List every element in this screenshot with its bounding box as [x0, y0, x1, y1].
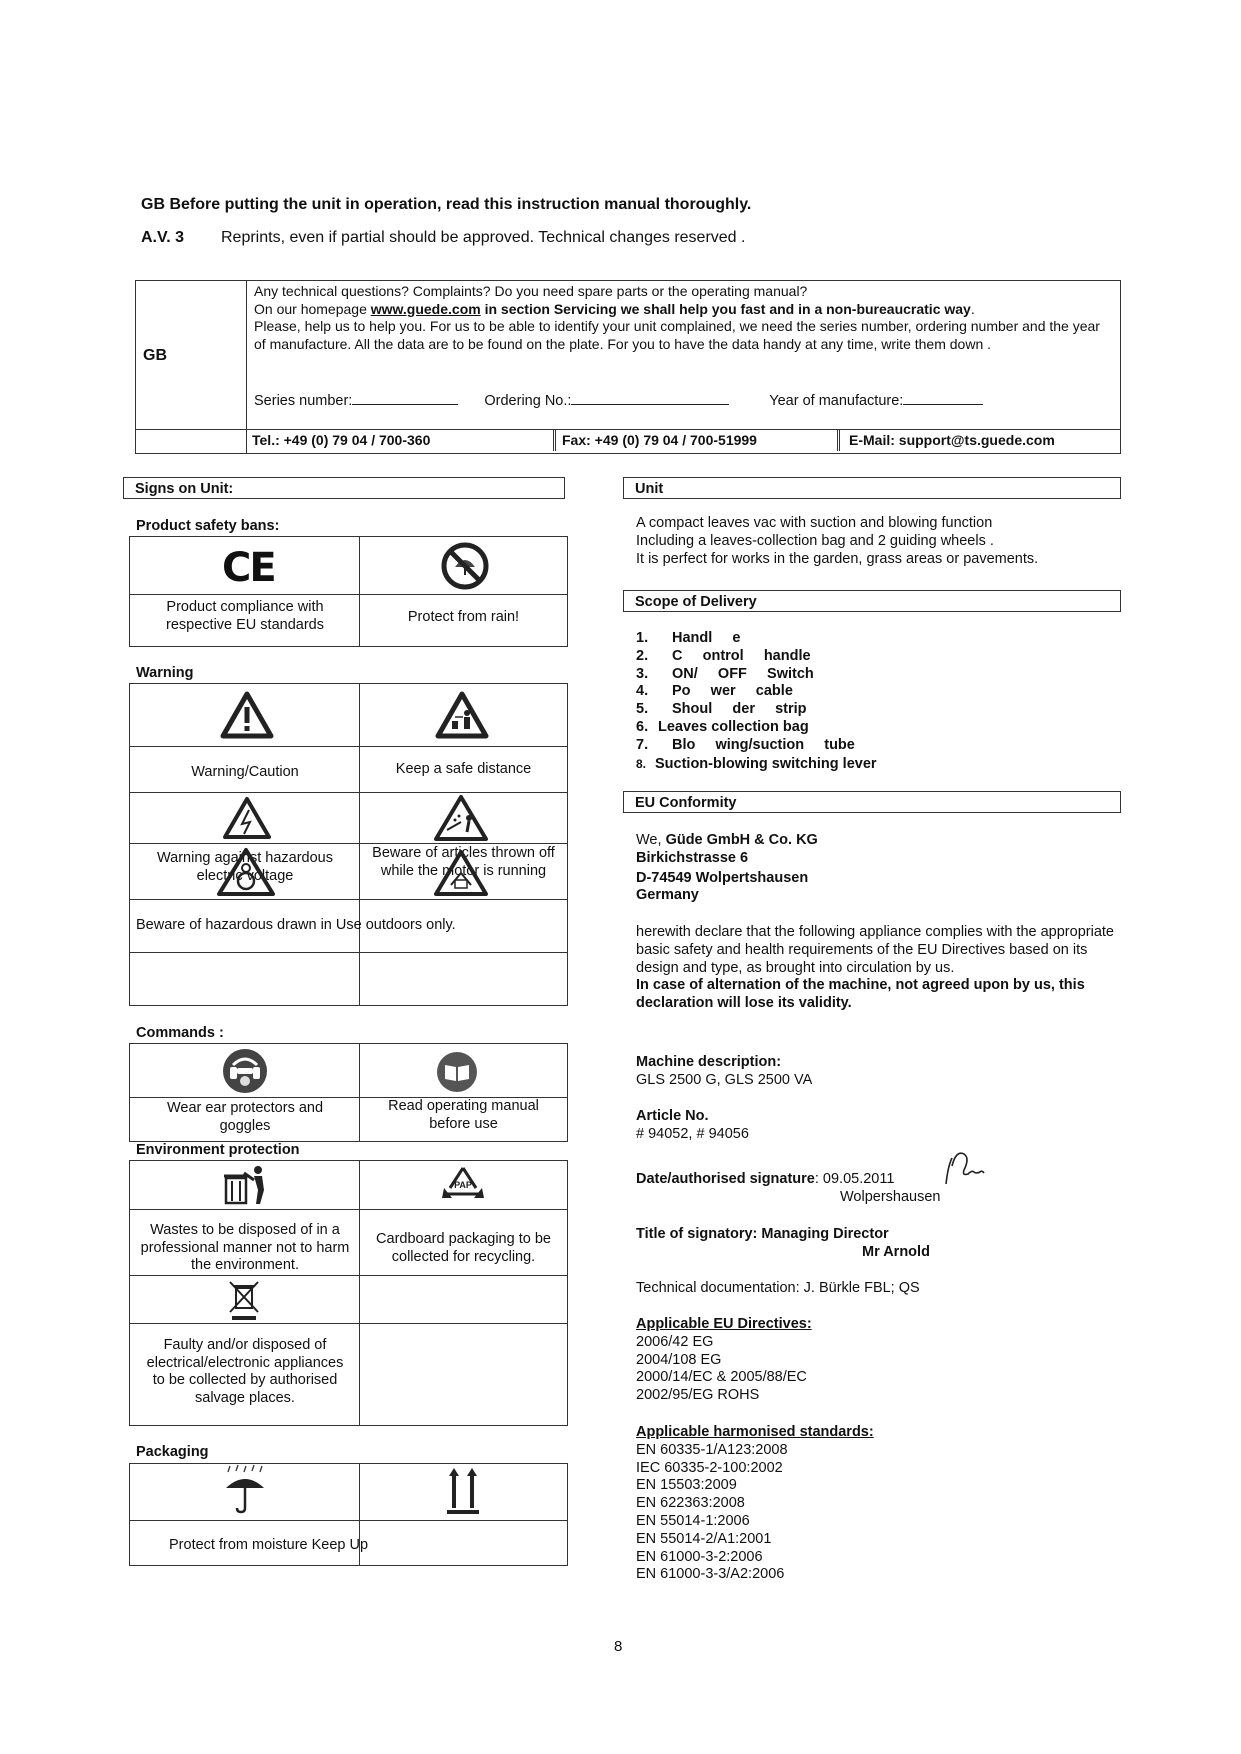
directive-item: 2006/42 EG [636, 1333, 714, 1350]
umbrella-moisture-icon [222, 1464, 268, 1516]
machine-description [636, 1054, 812, 1090]
manufacturer-address [636, 832, 1116, 905]
address-country: Germany [636, 887, 699, 904]
conformity-heading: EU Conformity [623, 791, 1121, 813]
company-name: Güde GmbH & Co. KG [665, 832, 818, 848]
safe-distance-caption: Keep a safe distance [395, 761, 532, 777]
scope-item: 1. Handl e [636, 630, 741, 646]
standard-item: IEC 60335-2-100:2002 [636, 1459, 783, 1476]
ear-protectors-caption: Wear ear protectors and goggles [166, 1100, 324, 1134]
signatory [636, 1226, 1036, 1262]
date-label: Date/authorised signature [636, 1171, 815, 1187]
unit-heading: Unit [623, 477, 1121, 499]
we-label: We, [636, 832, 662, 848]
contact-line-2-post: in section Servicing we shall help you fast and in a non-bureaucratic way [480, 300, 971, 317]
read-manual-icon [435, 1051, 479, 1093]
standard-item: EN 622363:2008 [636, 1495, 745, 1512]
year-field[interactable] [903, 390, 983, 405]
directive-item: 2004/108 EG [636, 1351, 722, 1368]
signature-place: Wolpershausen [840, 1189, 941, 1205]
date-value: : 09.05.2011 [814, 1171, 895, 1187]
reprint-note: Reprints, even if partial should be approved. Technical changes reserved . [221, 229, 746, 246]
no-rain-icon [440, 541, 490, 591]
contact-line-2 [254, 301, 1114, 319]
cardboard-caption: Cardboard packaging to be collected for recycling. [376, 1231, 551, 1265]
standard-item: EN 61000-3-3/A2:2006 [636, 1566, 785, 1583]
page-number: 8 [614, 1638, 623, 1655]
scope-heading: Scope of Delivery [623, 590, 1121, 612]
machine-label: Machine description: [636, 1054, 782, 1070]
directive-item: 2000/14/EC & 2005/88/EC [636, 1369, 807, 1386]
directives-label: Applicable EU Directives: [636, 1316, 812, 1332]
contact-line-3: Please, help us to help you. For us to be able to identify your unit complained, we need the series number, ordering number and the year of manufacture. All the data are to be found on the plate. For you to have the data handy at any time, write them down . [254, 318, 1100, 352]
version-label: A.V. 3 [141, 229, 184, 246]
registration-fields [254, 390, 1114, 409]
commands-grid [129, 1043, 568, 1142]
address-street: Birkichstrasse 6 [636, 849, 749, 866]
drawn-in-caption: Beware of hazardous drawn in Use outdoors only. [136, 917, 456, 933]
weee-bin-icon [224, 1278, 264, 1322]
packaging-label: Packaging [136, 1444, 209, 1460]
ear-protection-goggles-icon [220, 1047, 270, 1095]
ce-mark-icon: CE [222, 545, 275, 591]
contact-box [135, 280, 1121, 454]
page-title: GB Before putting the unit in operation, read this instruction manual thoroughly. [141, 196, 752, 213]
standard-item: EN 15503:2009 [636, 1477, 737, 1494]
signatory-name: Mr Arnold [862, 1243, 930, 1260]
contact-text [254, 283, 1114, 353]
warning-label: Warning [136, 665, 194, 681]
moisture-keep-up-caption: Protect from moisture Keep Up [169, 1537, 369, 1553]
recycling-pap-icon [438, 1164, 488, 1208]
email[interactable]: E-Mail: support@ts.guede.com [849, 432, 1055, 448]
scope-item: 7. Blo wing/suction tube [636, 736, 855, 753]
reprint-line [141, 229, 745, 247]
scope-item: 2. C ontrol handle [636, 647, 811, 664]
scope-item: 8. Suction-blowing switching lever [636, 755, 877, 772]
warning-triangle-icon [220, 691, 274, 739]
telephone: Tel.: +49 (0) 79 04 / 700-360 [252, 432, 431, 448]
environment-grid [129, 1160, 568, 1426]
scope-item: 3. ON/ OFF Switch [636, 665, 814, 682]
standard-item: EN 60335-1/A123:2008 [636, 1441, 788, 1458]
scope-item: 6. Leaves collection bag [636, 718, 809, 735]
contact-row [246, 429, 1120, 453]
electric-voltage-icon [222, 796, 272, 840]
rain-caption: Protect from rain! [407, 609, 520, 625]
outdoors-only-icon [433, 849, 489, 897]
keep-up-icon [445, 1466, 481, 1516]
article-number [636, 1108, 749, 1144]
safe-distance-icon [435, 691, 489, 739]
product-safety-grid [129, 536, 568, 647]
fax: Fax: +49 (0) 79 04 / 700-51999 [553, 429, 840, 451]
standards-label: Applicable harmonised standards: [636, 1424, 874, 1440]
standard-item: EN 55014-1:2006 [636, 1512, 750, 1529]
unit-description-line: It is perfect for works in the garden, grass areas or pavements. [636, 550, 1039, 567]
declaration-text [636, 924, 1116, 1013]
packaging-grid [129, 1463, 568, 1566]
signs-heading: Signs on Unit: [123, 477, 565, 499]
scope-item: 5. Shoul der strip [636, 701, 807, 718]
wastes-caption: Wastes to be disposed of in a professional manner not to harm the environment. [140, 1222, 350, 1273]
address-city: D-74549 Wolpertshausen [636, 869, 809, 886]
warning-grid [129, 683, 568, 1006]
read-manual-caption: Read operating manual before use [388, 1098, 539, 1132]
machine-value: GLS 2500 G, GLS 2500 VA [636, 1071, 813, 1088]
homepage-link[interactable]: www.guede.com [370, 300, 481, 317]
handwritten-signature [938, 1146, 988, 1188]
unit-description [636, 515, 1116, 568]
ordering-number-field[interactable] [571, 390, 729, 405]
articles-thrown-icon [433, 794, 489, 842]
pap-label: PAP [454, 1180, 472, 1190]
harmonised-standards [636, 1424, 874, 1584]
environment-label: Environment protection [136, 1142, 300, 1158]
signatory-label: Title of signatory: Managing Director [636, 1226, 889, 1242]
country-label: GB [143, 347, 167, 364]
unit-description-line: Including a leaves-collection bag and 2 guiding wheels . [636, 532, 994, 549]
product-safety-label: Product safety bans: [136, 518, 280, 534]
unit-description-line: A compact leaves vac with suction and blowing function [636, 515, 993, 531]
signature-date [636, 1171, 894, 1189]
waste-disposal-icon [222, 1164, 270, 1206]
series-number-label: Series number: [254, 393, 353, 409]
contact-line-1: Any technical questions? Complaints? Do you need spare parts or the operating manual? [254, 283, 808, 299]
eu-directives [636, 1316, 812, 1405]
scope-item: 4. Po wer cable [636, 683, 793, 700]
articles-thrown-caption: Beware of articles thrown off while the motor is running [372, 845, 555, 879]
series-number-field[interactable] [352, 390, 458, 405]
standard-item: EN 61000-3-2:2006 [636, 1548, 763, 1565]
commands-label: Commands : [136, 1025, 224, 1041]
article-label: Article No. [636, 1108, 709, 1124]
faulty-appliances-caption: Faulty and/or disposed of electrical/electronic appliances to be collected by authorised salvage places. [146, 1337, 344, 1406]
directive-item: 2002/95/EG ROHS [636, 1387, 760, 1404]
electric-voltage-caption: Warning against hazardous electric voltage [157, 850, 333, 884]
alteration-note: In case of alternation of the machine, not agreed upon by us, this declaration will lose its validity. [636, 977, 1085, 1012]
warning-caution-caption: Warning/Caution [191, 764, 299, 780]
declaration-body: herewith declare that the following appliance complies with the appropriate basic safety and health requirements of the EU Directives based on its design and type, as brought into circulation by us. [636, 924, 1114, 976]
contact-line-2-pre: On our homepage [254, 300, 371, 317]
scope-list [636, 630, 1116, 773]
technical-documentation: Technical documentation: J. Bürkle FBL; QS [636, 1280, 920, 1296]
standard-item: EN 55014-2/A1:2001 [636, 1530, 772, 1547]
contact-line-2-end: . [970, 300, 975, 317]
article-value: # 94052, # 94056 [636, 1125, 749, 1142]
drawn-in-hazard-icon [216, 847, 276, 897]
ce-caption: Product compliance with respective EU standards [166, 599, 324, 633]
ordering-number-label: Ordering No.: [484, 393, 572, 409]
year-label: Year of manufacture: [769, 393, 904, 409]
